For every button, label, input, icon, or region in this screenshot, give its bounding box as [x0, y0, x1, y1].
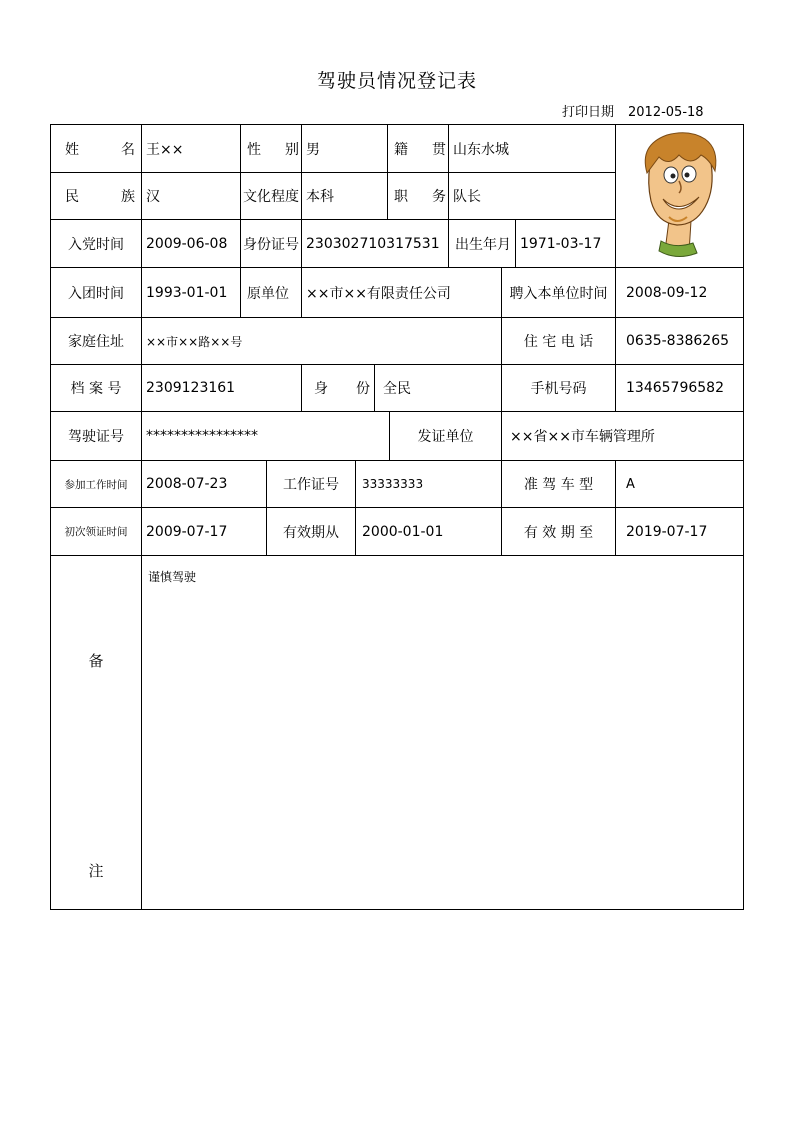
valid-from-label: 有效期从 [267, 508, 356, 556]
id-number-label: 身份证号 [241, 220, 302, 268]
valid-to-value: 2019-07-17 [616, 508, 744, 556]
hire-date-label: 聘入本单位时间 [502, 268, 616, 318]
work-start-label: 参加工作时间 [51, 461, 142, 508]
former-unit-value: ××市××有限责任公司 [302, 268, 502, 318]
native-place-label: 籍 贯 [388, 125, 449, 173]
remarks-label-top: 备 [88, 652, 104, 670]
name-value: 王×× [142, 125, 241, 173]
work-id-value: 33333333 [356, 461, 502, 508]
birth-value: 1971-03-17 [516, 220, 616, 268]
photo-cell [616, 125, 744, 268]
party-date-value: 2009-06-08 [142, 220, 241, 268]
issuer-value: ××省××市车辆管理所 [502, 412, 744, 461]
mobile-value: 13465796582 [616, 365, 744, 412]
party-date-label: 入党时间 [51, 220, 142, 268]
work-id-label: 工作证号 [267, 461, 356, 508]
print-date-label: 打印日期 [562, 105, 615, 120]
native-place-value: 山东水城 [449, 125, 616, 173]
education-value: 本科 [302, 173, 388, 220]
position-value: 队长 [449, 173, 616, 220]
work-start-value: 2008-07-23 [142, 461, 267, 508]
gender-value: 男 [302, 125, 388, 173]
gender-label: 性 别 [241, 125, 302, 173]
remarks-label-cell [51, 556, 142, 909]
home-phone-label: 住 宅 电 话 [502, 318, 616, 365]
license-no-value: **************** [142, 412, 390, 461]
license-no-label: 驾驶证号 [51, 412, 142, 461]
file-no-label: 档 案 号 [51, 365, 142, 412]
remarks-label-bottom: 注 [88, 862, 104, 880]
valid-to-label: 有 效 期 至 [502, 508, 616, 556]
first-license-label: 初次领证时间 [51, 508, 142, 556]
address-label: 家庭住址 [51, 318, 142, 365]
print-date-value: 2012-05-18 [628, 105, 704, 120]
league-date-value: 1993-01-01 [142, 268, 241, 318]
vehicle-class-label: 准 驾 车 型 [502, 461, 616, 508]
status-value: 全民 [375, 365, 502, 412]
vehicle-class-value: A [616, 461, 744, 508]
ethnicity-value: 汉 [142, 173, 241, 220]
hire-date-value: 2008-09-12 [616, 268, 744, 318]
id-number-value: 230302710317531 [302, 220, 449, 268]
mobile-label: 手机号码 [502, 365, 616, 412]
former-unit-label: 原单位 [241, 268, 302, 318]
remarks-text: 谨慎驾驶 [148, 570, 197, 584]
ethnicity-label: 民 族 [51, 173, 142, 220]
position-label: 职 务 [388, 173, 449, 220]
print-date [562, 101, 704, 120]
form-title: 驾驶员情况登记表 [316, 70, 477, 92]
valid-from-value: 2000-01-01 [356, 508, 502, 556]
home-phone-value: 0635-8386265 [616, 318, 744, 365]
birth-label: 出生年月 [449, 220, 516, 268]
name-label: 姓 名 [51, 125, 142, 173]
address-value: ××市××路××号 [142, 318, 502, 365]
file-no-value: 2309123161 [142, 365, 302, 412]
first-license-value: 2009-07-17 [142, 508, 267, 556]
league-date-label: 入团时间 [51, 268, 142, 318]
status-label: 身 份 [302, 365, 375, 412]
issuer-label: 发证单位 [390, 412, 502, 461]
education-label: 文化程度 [241, 173, 302, 220]
